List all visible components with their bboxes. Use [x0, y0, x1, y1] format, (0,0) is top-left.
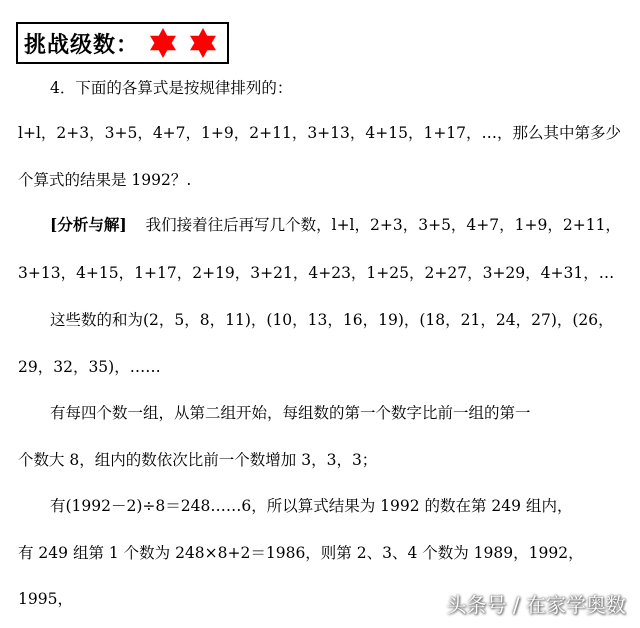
- star-icon-svg: [186, 26, 220, 60]
- analysis-line-9: 1995，: [18, 590, 73, 608]
- analysis-line-7: 有(1992－2)÷8＝248……6，所以算式结果为 1992 的数在第 249 组内，: [50, 497, 573, 515]
- analysis-line-1: [50, 215, 621, 235]
- difficulty-header: [16, 22, 229, 64]
- difficulty-stars: [143, 26, 223, 60]
- star-icon: [183, 26, 223, 60]
- analysis-line-4: 29，32，35)，……: [18, 358, 161, 376]
- difficulty-label: 挑战级数：: [24, 32, 140, 58]
- analysis-tag: [分析与解]: [50, 215, 127, 234]
- star-icon-svg: [146, 26, 180, 60]
- analysis-line-1-text: 我们接着往后再写几个数，l+l，2+3，3+5，4+7，1+9，2+11，: [145, 216, 621, 234]
- analysis-line-8: 有 249 组第 1 个数为 248×8+2＝1986，则第 2、3、4 个数为 1989，1992，: [18, 544, 584, 562]
- analysis-line-6: 个数大 8，组内的数依次比前一个数增加 3，3，3；: [18, 451, 378, 469]
- problem-line-2: l+l，2+3，3+5，4+7，1+9，2+11，3+13，4+15，1+17，…，那么其中第多少: [18, 124, 622, 142]
- problem-line-1: 4．下面的各算式是按规律排列的：: [50, 79, 293, 97]
- watermark: 头条号 / 在家学奥数: [446, 593, 626, 617]
- star-icon: [143, 26, 183, 60]
- analysis-line-3: 这些数的和为(2，5，8，11)，(10，13，16，19)，(18，21，24，27)，(26，: [50, 311, 614, 329]
- analysis-line-5: 有每四个数一组，从第二组开始，每组数的第一个数字比前一组的第一: [50, 404, 531, 422]
- analysis-line-2: 3+13，4+15，1+17，2+19，3+21，4+23，1+25，2+27，3+29，4+31，…: [18, 264, 615, 282]
- problem-line-3: 个算式的结果是 1992？.: [18, 171, 192, 189]
